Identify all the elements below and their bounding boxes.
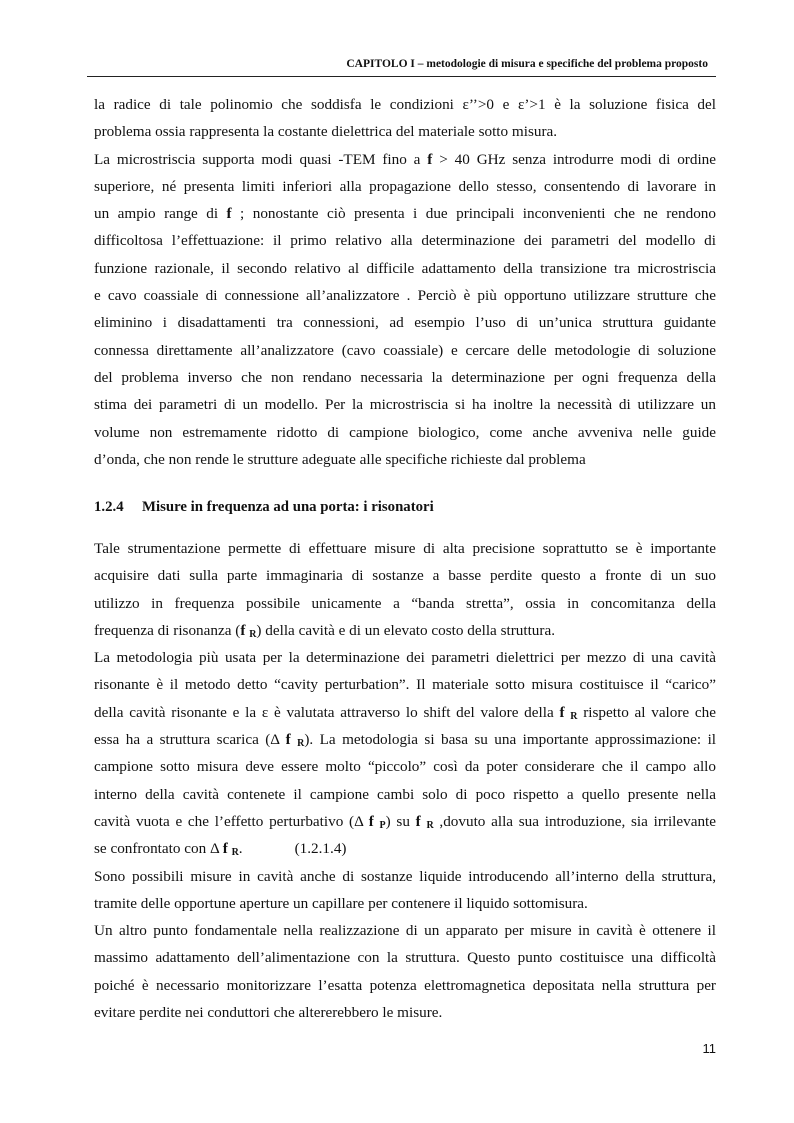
text-line: la radice di tale polinomio che soddisfa le condizioni ε’’>0 e ε’>1 è la soluzione fisica del [94,96,716,113]
text-line: campione sotto misura deve essere molto “piccolo” così da poter considerare che il campo allo [94,758,716,776]
text-line: superiore, né presenta limiti inferiori alla propagazione dello stesso, consentendo di lavorare in [94,177,716,195]
text-line: essa ha a struttura scarica (Δ f $_R$). La metodologia si basa su una importante approssimazione: il [94,731,717,750]
text-line: del problema inverso che non rendano necessaria la determinazione per ogni frequenza della [94,368,716,386]
text-line: evitare perdite nei conduttori che altererebbero le misure. [94,1004,443,1022]
text-line: cavità vuota e che l’effetto perturbativo (Δ f $_P$) su f $_R$ ,dovuto alla sua introduzione, sia irrilevante [94,812,717,831]
text-line: interno della cavità contenete il campione cambi solo di poco rispetto a quello presente nella [94,785,716,803]
text-line: risonante è il metodo detto “cavity perturbation”. Il materiale sotto misura costituisce il “carico” [94,676,716,694]
chapter-title: CAPITOLO I – metodologie di misura e specifiche del problema proposto [346,58,708,70]
text-line: tramite delle opportune aperture un capillare per contenere il liquido sottomisura. [94,894,588,912]
text-line: frequenza di risonanza (f $_R$) della cavità e di un elevato costo della struttura. [94,621,555,640]
text-line: problema ossia rappresenta la costante dielettrica del materiale sotto misura. [94,123,558,141]
text-line: stima dei parametri di un modello. Per la microstriscia si ha inoltre la necessità di utilizzare un [94,396,716,414]
text-line: poiché è necessario monitorizzare l’esatta potenza elettromagnetica depositata nella struttura per [94,976,716,994]
text-line: acquisire dati sulla parte immaginaria di sostanze a basse perdite questo a fronte di un suo [94,567,716,585]
text-line: se confrontato con Δ f $_R$. (1.2.1.4) [94,840,347,859]
text-line: d’onda, che non rende le strutture adeguate alle specifiche richieste dal problema [94,450,586,468]
text-line: Sono possibili misure in cavità anche di sostanze liquide introducendo all’interno della struttura, [94,867,716,885]
page-header [87,56,716,77]
text-line: e cavo coassiale di connessione all’analizzatore . Perciò è più opportuno utilizzare strutture che [94,287,716,305]
section-number: 1.2.4 [94,499,124,515]
text-line: volume non estremamente ridotto di campione biologico, come anche avveniva nelle guide [94,423,716,441]
text-line: Tale strumentazione permette di effettuare misure di alta precisione soprattutto se è importante [94,540,716,557]
text-line: La microstriscia supporta modi quasi -TEM fino a f > 40 GHz senza introdurre modi di ordine [94,150,716,168]
paragraph-bottom [94,535,716,1026]
text-line: massimo adattamento dell’alimentazione con la struttura. Questo punto costituisce una difficoltà [94,949,716,967]
text-line: un ampio range di f ; nonostante ciò presenta i due principali inconvenienti che ne rendono [94,205,716,223]
text-line: utilizzo in frequenza possibile unicamente a “banda stretta”, ossia in concomitanza della [94,594,716,612]
text-line: difficoltosa l’effettuazione: il primo relativo alla determinazione dei parametri del modello di [94,232,716,250]
text-line: funzione razionale, il secondo relativo al difficile adattamento della transizione tra microstriscia [94,259,716,277]
equation-number: (1.2.1.4) [294,840,347,858]
text-line: connessa direttamente all’analizzatore (cavo coassiale) e cercare delle metodologie di soluzione [94,341,716,359]
text-line: della cavità risonante e la ε è valutata attraverso lo shift del valore della f $_R$ rispetto al valore che [94,703,716,722]
text-line: Un altro punto fondamentale nella realizzazione di un apparato per misure in cavità è ottenere il [94,922,716,940]
section-title: Misure in frequenza ad una porta: i risonatori [142,499,434,515]
text-line: eliminino i disadattamenti tra connessioni, ad esempio l’uso di un’unica struttura guidante [94,314,716,332]
paragraph-top [94,91,716,473]
section-heading [94,497,434,517]
page-number: 11 [702,1041,716,1056]
text-line: La metodologia più usata per la determinazione dei parametri dielettrici per mezzo di una cavità [94,649,716,667]
